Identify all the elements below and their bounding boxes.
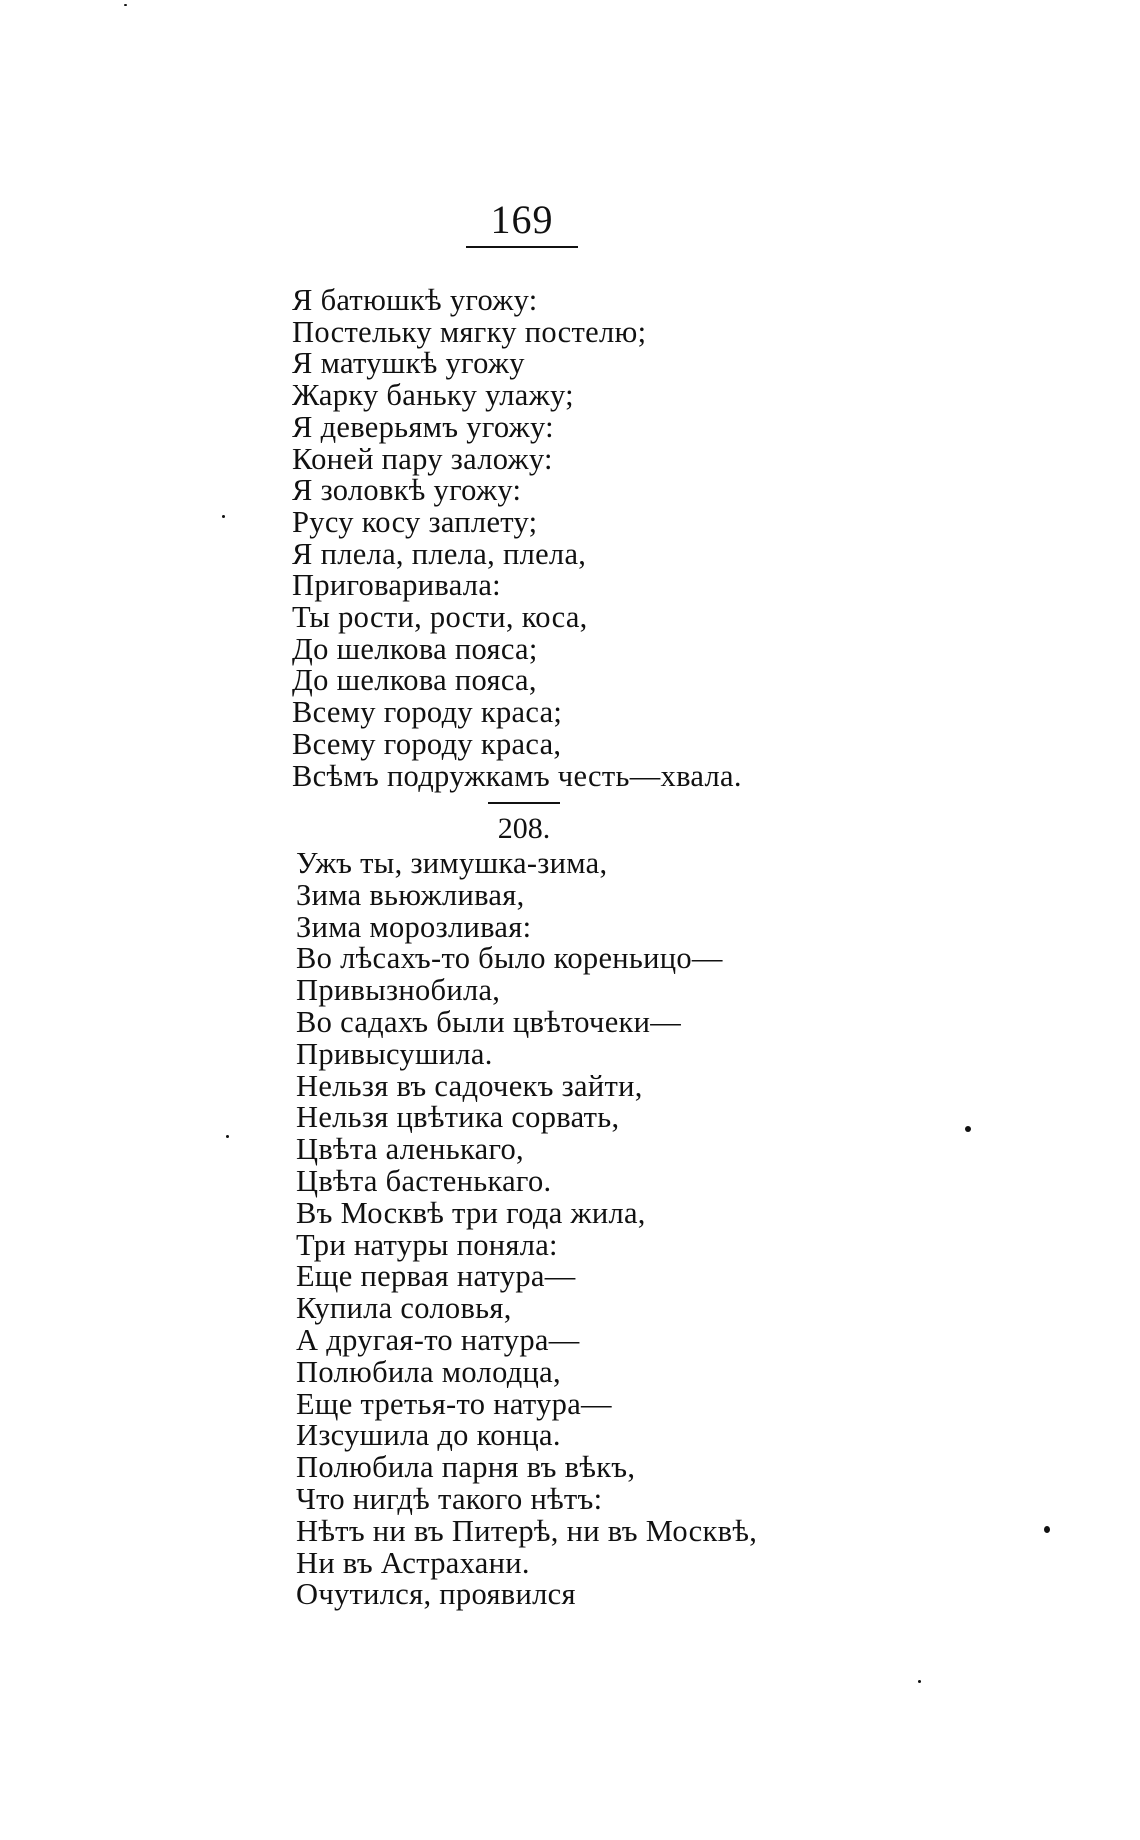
verse-line: Еще третья-то натура— [296, 1386, 612, 1421]
verse-line: До шелкова пояса; [292, 631, 538, 666]
verse-line: Я золовкѣ угожу: [292, 473, 522, 508]
verse-line: Коней пару заложу: [292, 441, 553, 476]
verse-line: Еще первая натура— [296, 1259, 576, 1294]
verse-line: Я матушкѣ угожу [292, 346, 525, 381]
page-number-underline [466, 246, 578, 248]
verse-line: Цвѣта аленькаго, [296, 1132, 524, 1167]
verse-line: Я деверьямъ угожу: [292, 409, 554, 444]
verse-line: Очутился, проявился [296, 1577, 576, 1612]
verse-line: Жарку баньку улажу; [292, 378, 574, 413]
verse-line: Полюбила молодца, [296, 1354, 561, 1389]
verse-line: Приговаривала: [292, 568, 501, 603]
page-number: 169 [490, 197, 554, 242]
scan-speck [222, 515, 225, 518]
verse-line: Ужъ ты, зимушка-зима, [296, 846, 608, 880]
verse-line: Полюбила парня въ вѣкъ, [296, 1450, 636, 1485]
verse-line: Купила соловья, [296, 1291, 512, 1326]
verse-line: Всему городу краса; [292, 695, 563, 730]
verse-line: Что нигдѣ такого нѣтъ: [296, 1481, 603, 1516]
scan-speck [1044, 1526, 1050, 1533]
verse-line: Нѣтъ ни въ Питерѣ, ни въ Москвѣ, [296, 1513, 758, 1548]
verse-line: Привызнобила, [296, 973, 501, 1008]
verse-continued [292, 285, 742, 792]
scan-speck [226, 1135, 229, 1138]
verse-line: Ни въ Астрахани. [296, 1545, 530, 1580]
scan-speck [918, 1680, 921, 1683]
section-number: 208. [497, 812, 551, 845]
verse-line: А другая-то натура— [296, 1322, 580, 1357]
verse-line: Русу косу заплету; [292, 504, 538, 539]
verse-line: Всему городу краса, [292, 726, 562, 761]
verse-line: Цвѣта бастенькаго. [296, 1163, 552, 1198]
section-divider [488, 802, 560, 804]
verse-line: Зима морозливая: [296, 909, 532, 944]
scan-speck [124, 4, 127, 6]
verse-line: Привысушила. [296, 1036, 493, 1071]
verse-line: Три натуры поняла: [296, 1227, 558, 1262]
verse-line: Я батюшкѣ угожу: [292, 283, 538, 317]
verse-line: Изсушила до конца. [296, 1418, 561, 1453]
verse-208 [296, 848, 757, 1611]
verse-line: Всѣмъ подружкамъ честь—хвала. [292, 758, 742, 793]
verse-line: Во лѣсахъ-то было кореньицо— [296, 941, 723, 976]
verse-line: Во садахъ были цвѣточеки— [296, 1004, 682, 1039]
verse-line: До шелкова пояса, [292, 663, 537, 698]
verse-line: Ты рости, рости, коса, [292, 600, 588, 635]
verse-line: Въ Москвѣ три года жила, [296, 1195, 646, 1230]
scan-speck [965, 1126, 971, 1132]
verse-line: Постельку мягку постелю; [292, 314, 647, 349]
verse-line: Зима вьюжливая, [296, 877, 525, 912]
verse-line: Нельзя цвѣтика сорвать, [296, 1100, 620, 1135]
verse-line: Нельзя въ садочекъ зайти, [296, 1068, 643, 1103]
verse-line: Я плела, плела, плела, [292, 536, 587, 571]
